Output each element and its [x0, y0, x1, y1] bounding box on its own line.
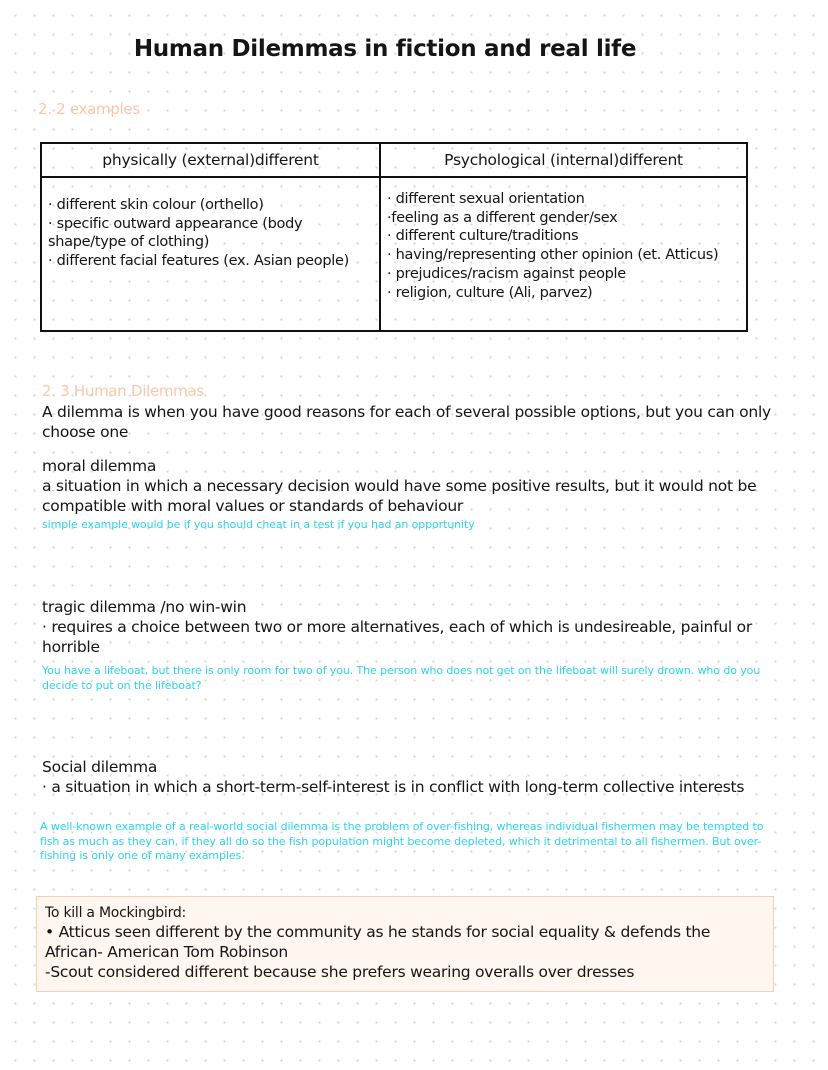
- moral-dilemma-text: a situation in which a necessary decision would have some positive results, but it would not be compatible with moral values or standards of behaviour: [42, 477, 757, 515]
- dilemma-definition: A dilemma is when you have good reasons for each of several possible options, but you can only choose one: [42, 403, 771, 441]
- list-item: ·feeling as a different gender/sex: [387, 209, 618, 226]
- list-item: · different culture/traditions: [387, 228, 579, 245]
- moral-dilemma-example: simple example would be if you should cheat in a test if you had an opportunity: [42, 518, 475, 531]
- table-cell-physical: [42, 178, 381, 330]
- tragic-dilemma-heading: tragic dilemma /no win-win: [42, 598, 247, 616]
- list-item: · different sexual orientation: [387, 191, 585, 207]
- list-item: · different facial features (ex. Asian people): [48, 253, 349, 270]
- table-cell-psychological: [381, 178, 746, 330]
- table-header-physical: physically (external)different: [42, 144, 381, 178]
- list-item: · specific outward appearance (body shape/type of clothing): [48, 215, 303, 251]
- list-item: · different skin colour (orthello): [48, 197, 264, 213]
- tragic-dilemma-example: You have a lifeboat, but there is only room for two of you. The person who does not get on the lifeboat will surely drown. who do you decide to put on the lifeboat?: [42, 664, 761, 692]
- social-dilemma-example: A well-known example of a real-world social dilemma is the problem of over-fishing, whereas individual fishermen may be tempted to fish as much as they can, if they all do so the fish population might become depleted, which it detrimental to all fishermen. But over-fishing is only one of many examples.: [40, 820, 764, 862]
- social-dilemma-text: · a situation in which a short-term-self-interest is in conflict with long-term collective interests: [42, 778, 745, 796]
- section-label-examples: 2. 2 examples: [38, 100, 140, 118]
- list-item: · prejudices/racism against people: [387, 265, 626, 282]
- mockingbird-note-box: [36, 896, 774, 992]
- tragic-dilemma-text: · requires a choice between two or more alternatives, each of which is undesireable, painful or horrible: [42, 618, 753, 656]
- mockingbird-line-scout: -Scout considered different because she prefers wearing overalls over dresses: [45, 963, 635, 981]
- comparison-table: [40, 142, 748, 332]
- social-dilemma-heading: Social dilemma: [42, 758, 158, 776]
- page-title: Human Dilemmas in fiction and real life: [133, 36, 637, 62]
- mockingbird-line-atticus: • Atticus seen different by the community as he stands for social equality & defends the African- American Tom Robinson: [45, 923, 711, 961]
- list-item: · religion, culture (Ali, parvez): [387, 284, 593, 301]
- section-label-dilemmas: 2. 3 Human Dilemmas: [42, 382, 204, 400]
- table-header-psychological: Psychological (internal)different: [381, 144, 746, 178]
- moral-dilemma-heading: moral dilemma: [42, 457, 157, 475]
- list-item: · having/representing other opinion (et. Atticus): [387, 247, 719, 264]
- mockingbird-heading: To kill a Mockingbird:: [45, 905, 186, 921]
